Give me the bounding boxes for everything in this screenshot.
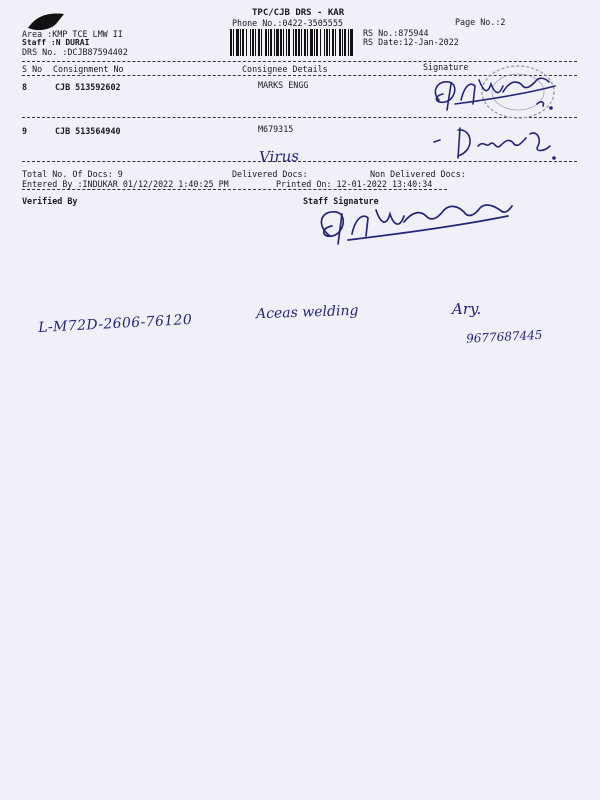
handwritten-sign <box>448 294 508 324</box>
total-docs: Total No. Of Docs: 9 <box>22 169 123 179</box>
barcode-bar <box>276 29 279 56</box>
barcode-bar <box>233 29 234 56</box>
rule-footer <box>22 189 447 190</box>
barcode-bar <box>252 29 254 56</box>
barcode-bar <box>298 29 300 56</box>
svg-text:Aceas welding: Aceas welding <box>255 302 359 323</box>
rs-date: RS Date:12-Jan-2022 <box>363 37 459 47</box>
svg-text:9677687445: 9677687445 <box>465 327 543 346</box>
area-field: Area :KMP TCE LMW II <box>22 29 123 39</box>
barcode-bar <box>236 29 239 56</box>
barcode-bar <box>295 29 297 56</box>
barcode-bar <box>265 29 267 56</box>
barcode-bar <box>344 29 346 56</box>
barcode-bar <box>283 29 284 56</box>
barcode-bar <box>280 29 282 56</box>
barcode-bar <box>301 29 302 56</box>
barcode-bar <box>304 29 306 56</box>
barcode-bar <box>240 29 241 56</box>
barcode-bar <box>332 29 334 56</box>
row-9-consignment: CJB 513564940 <box>55 126 121 136</box>
barcode-bar <box>242 29 244 56</box>
barcode-bar <box>255 29 256 56</box>
staff-signature <box>308 196 528 252</box>
barcode-bar <box>250 29 251 56</box>
rs-number: RS No.:875944 <box>363 28 429 38</box>
svg-text:L-M72D-2606-76120: L-M72D-2606-76120 <box>37 311 193 337</box>
row-8-sno: 8 <box>22 82 28 92</box>
barcode-bar <box>246 29 247 56</box>
col-header-sno: S No <box>22 64 43 74</box>
col-header-consignee: Consignee Details <box>242 64 328 74</box>
barcode-bar <box>339 29 341 56</box>
barcode-bar <box>261 29 262 56</box>
barcode-bar <box>274 29 275 56</box>
col-header-consignment: Consignment No <box>53 64 124 74</box>
handwritten-code <box>34 303 234 337</box>
handwritten-virus <box>255 142 335 168</box>
row-9-consignee: M679315 <box>258 124 294 134</box>
barcode-bar <box>326 29 328 56</box>
non-delivered-docs: Non Delivered Docs: <box>370 169 466 179</box>
barcode-bar <box>350 29 353 56</box>
handwritten-phone <box>464 322 574 348</box>
staff-field: Staff :N DURAI <box>22 38 90 47</box>
barcode-bar <box>258 29 260 56</box>
svg-text:Virus: Virus <box>258 146 300 167</box>
row-8-consignee: MARKS ENGG <box>258 80 309 90</box>
page-number: Page No.:2 <box>455 17 506 27</box>
phone-number: Phone No.:0422-3505555 <box>232 18 343 28</box>
row-8-consignment: CJB 513592602 <box>55 82 121 92</box>
barcode <box>230 29 352 56</box>
barcode-bar <box>286 29 287 56</box>
document-title: TPC/CJB DRS - KAR <box>252 8 345 18</box>
barcode-bar <box>310 29 313 56</box>
barcode-bar <box>348 29 349 56</box>
verified-by: Verified By <box>22 196 78 206</box>
barcode-bar <box>320 29 321 56</box>
barcode-bar <box>316 29 318 56</box>
staff-signature-label: Staff Signature <box>303 196 379 206</box>
barcode-bar <box>329 29 330 56</box>
handwritten-name <box>252 296 392 326</box>
row-8-signature <box>425 70 585 120</box>
barcode-bar <box>230 29 232 56</box>
svg-text:Ary.: Ary. <box>452 300 482 318</box>
barcode-bar <box>288 29 290 56</box>
drs-number: DRS No. :DCJB87594402 <box>22 47 128 57</box>
barcode-bar <box>307 29 308 56</box>
barcode-bar <box>270 29 272 56</box>
row-9-sno: 9 <box>22 126 28 136</box>
barcode-bar <box>268 29 269 56</box>
col-header-signature: Signature <box>423 62 469 72</box>
barcode-bar <box>324 29 325 56</box>
barcode-bar <box>293 29 294 56</box>
delivered-docs: Delivered Docs: <box>232 169 308 179</box>
barcode-bar <box>314 29 315 56</box>
printed-on: Printed On: 12-01-2022 13:40:34 <box>276 179 433 189</box>
row-9-signature <box>430 120 570 166</box>
entered-by: Entered By :INDUKAR 01/12/2022 1:40:25 PM <box>22 179 229 189</box>
barcode-bar <box>335 29 336 56</box>
barcode-bar <box>342 29 343 56</box>
